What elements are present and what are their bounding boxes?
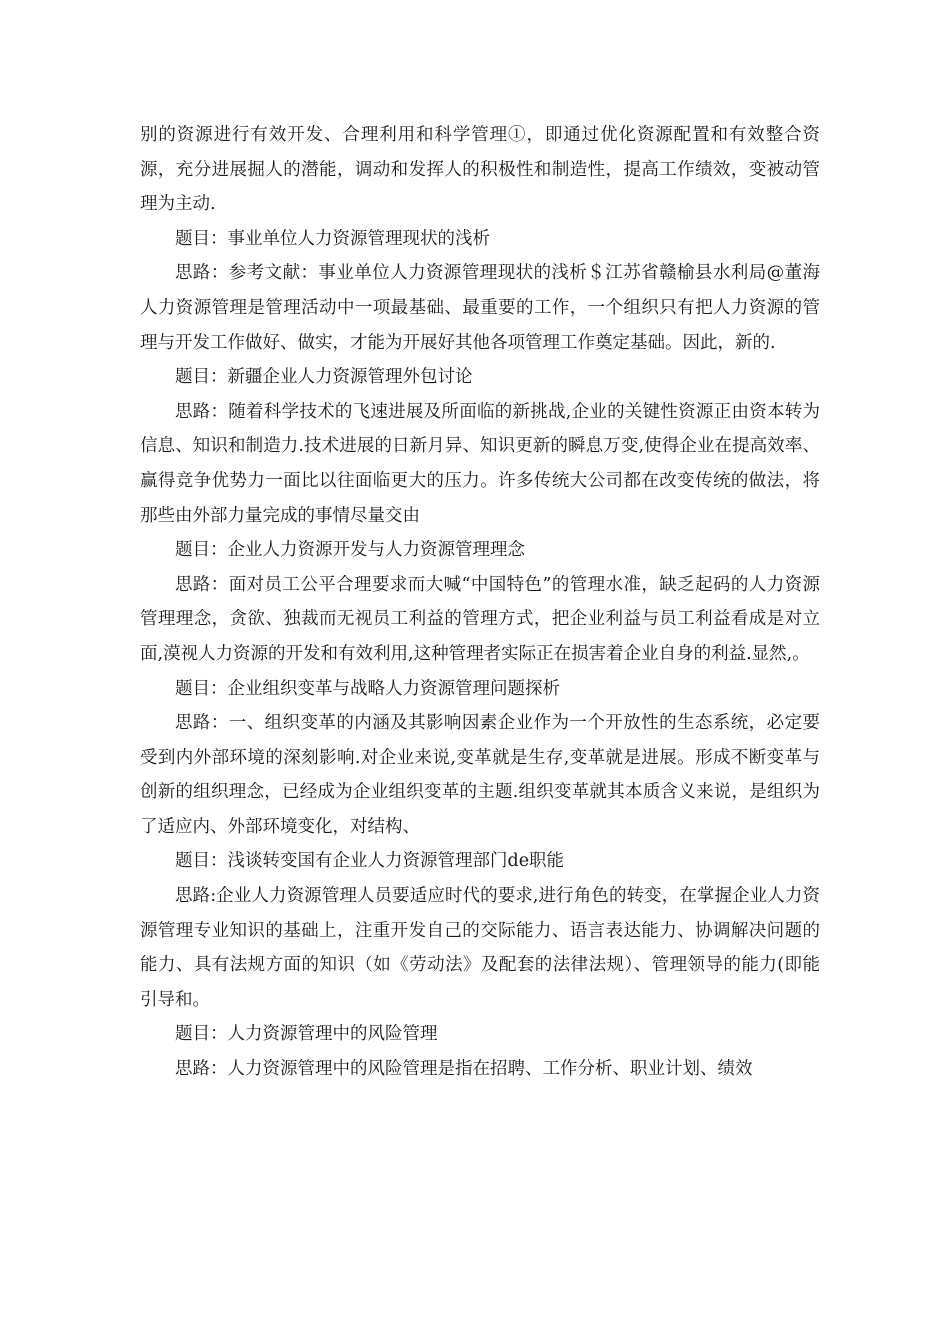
topic-heading: 题目：人力资源管理中的风险管理 — [175, 1024, 438, 1045]
idea-paragraph: 思路：参考文献：事业单位人力资源管理现状的浅析＄江苏省赣榆县水利局@董海人力资源管理是管理活动中一项最基础、最重要的工作，一个组织只有把人力资源的管理与开发工作做好、做实，才能为开展好其他各项管理工作奠定基础。因此，新的. — [140, 263, 820, 353]
body-paragraph: 别的资源进行有效开发、合理利用和科学管理①，即通过优化资源配置和有效整合资源，充分进展掘人的潜能，调动和发挥人的积极性和制造性，提高工作绩效，变被动管理为主动. — [140, 125, 820, 215]
topic-heading: 题目：企业组织变革与战略人力资源管理问题探析 — [175, 678, 560, 699]
idea-paragraph: 思路：随着科学技术的飞速进展及所面临的新挑战,企业的关键性资源正由资本转为信息、知识和制造力.技术进展的日新月异、知识更新的瞬息万变,使得企业在提高效率、赢得竞争优势力一面比以往面临更大的压力。许多传统大公司都在改变传统的做法，将那些由外部力量完成的事情尽量交由 — [140, 401, 820, 526]
idea-paragraph: 思路：人力资源管理中的风险管理是指在招聘、工作分析、职业计划、绩效 — [175, 1059, 753, 1080]
topic-heading: 题目：新疆企业人力资源管理外包讨论 — [175, 367, 473, 388]
topic-heading: 题目：企业人力资源开发与人力资源管理理念 — [175, 540, 525, 561]
idea-paragraph: 思路:企业人力资源管理人员要适应时代的要求,进行角色的转变，在掌握企业人力资源管理专业知识的基础上，注重开发自己的交际能力、语言表达能力、协调解决问题的能力、具有法规方面的知识（如《劳动法》及配套的法律法规）、管理领导的能力(即能引导和。 — [140, 886, 820, 1010]
topic-heading: 题目：事业单位人力资源管理现状的浅析 — [175, 228, 490, 249]
idea-paragraph: 思路：一、组织变革的内涵及其影响因素企业作为一个开放性的生态系统，必定要受到内外部环境的深刻影响.对企业来说,变革就是生存,变革就是进展。形成不断变革与创新的组织理念，已经成为企业组织变革的主题.组织变革就其本质含义来说，是组织为了适应内、外部环境变化，对结构、 — [140, 713, 820, 837]
idea-paragraph: 思路：面对员工公平合理要求而大喊“中国特色”的管理水准，缺乏起码的人力资源管理理念，贪欲、独裁而无视员工利益的管理方式，把企业利益与员工利益看成是对立面,漠视人力资源的开发和有效利用,这种管理者实际正在损害着企业自身的利益.显然,。 — [140, 574, 820, 664]
document-body — [140, 118, 820, 1087]
topic-heading: 题目：浅谈转变国有企业人力资源管理部门de职能 — [175, 851, 565, 872]
